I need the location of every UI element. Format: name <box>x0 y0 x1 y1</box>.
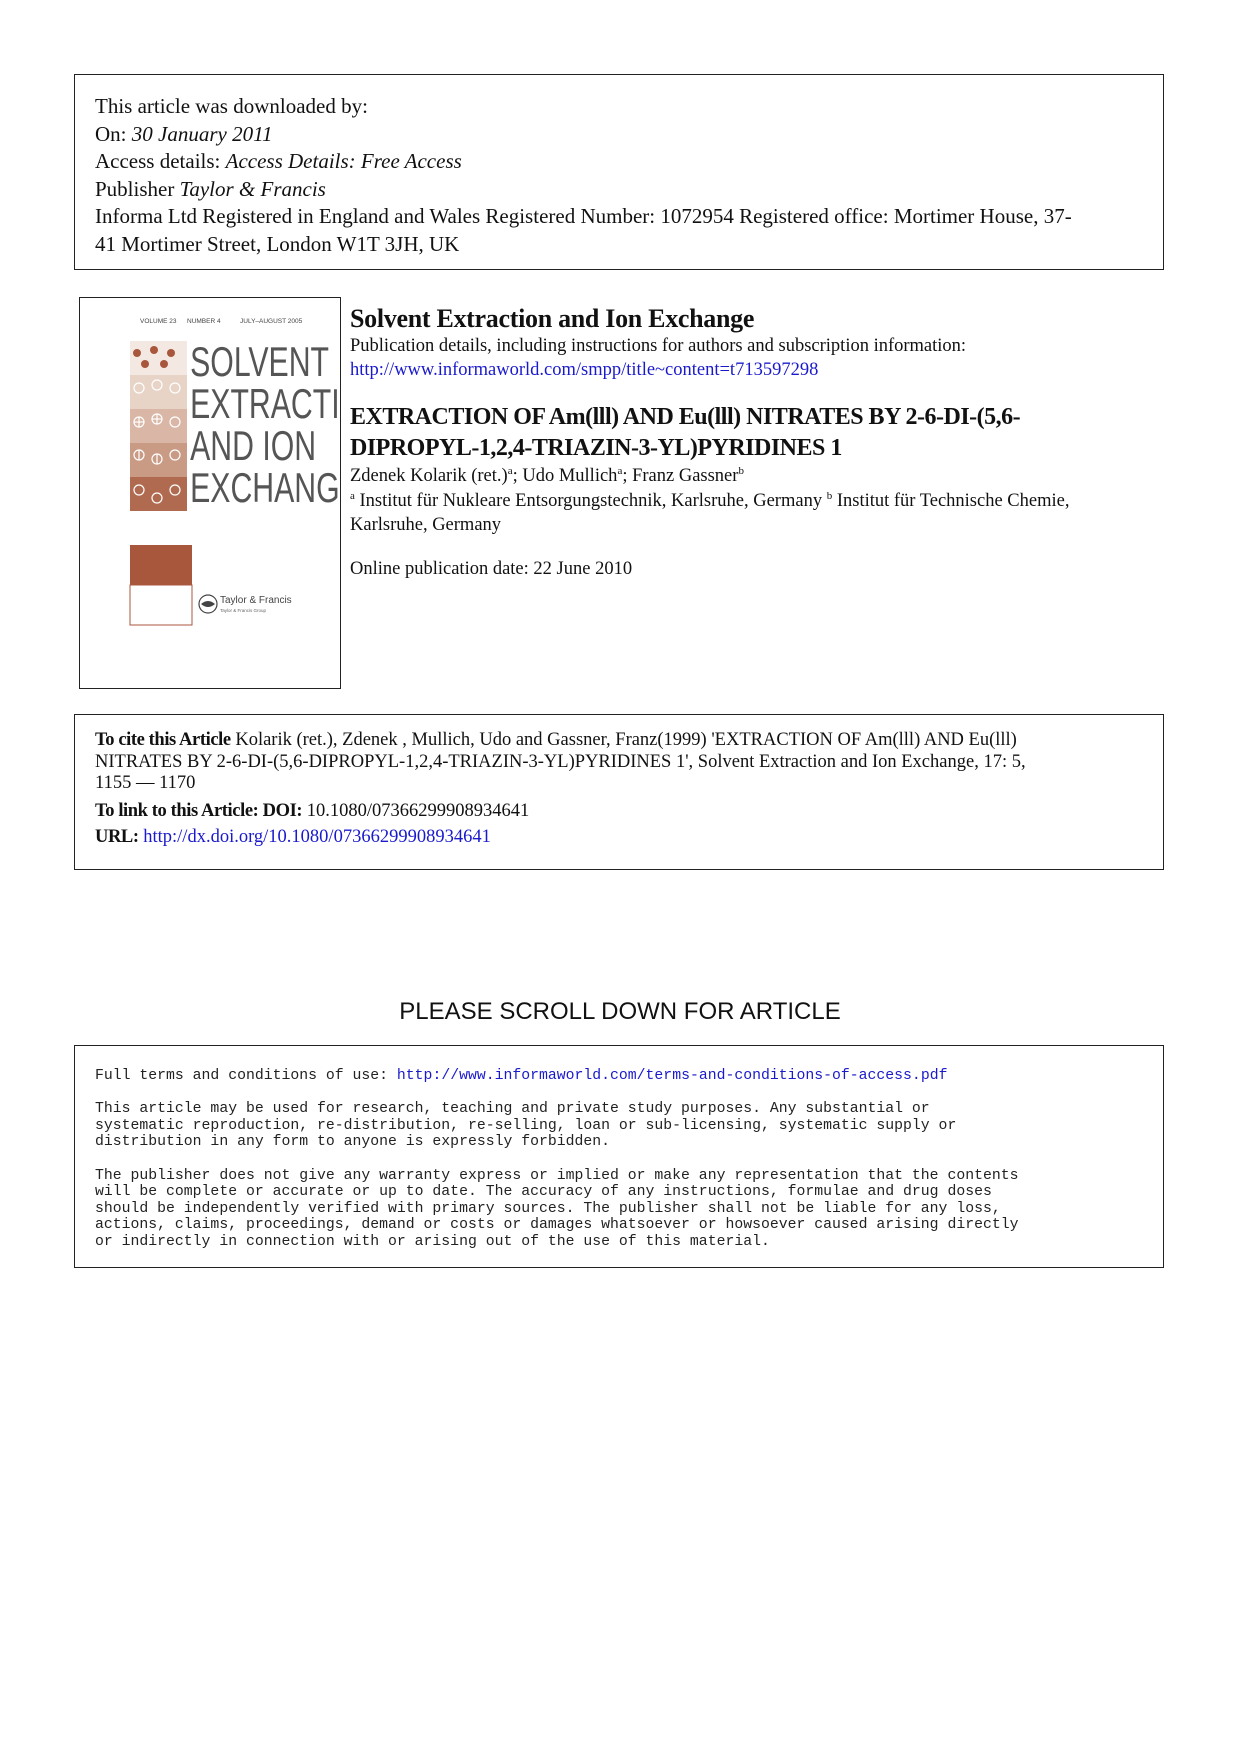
terms-paragraph-1 <box>95 1101 1143 1151</box>
registration-line-1: Informa Ltd Registered in England and Wales Registered Number: 1072954 Registered office: Mortimer House, 37- <box>95 204 1072 228</box>
terms-box <box>74 1045 1164 1268</box>
cover-title <box>190 338 339 511</box>
download-date-label: On: <box>95 121 127 146</box>
registration-line-2: 41 Mortimer Street, London W1T 3JH, UK <box>95 231 460 256</box>
affiliation-a: Institut für Nukleare Entsorgungstechnik, Karlsruhe, Germany <box>359 491 823 511</box>
citation-text-1: Kolarik (ret.), Zdenek , Mullich, Udo and Gassner, Franz(1999) 'EXTRACTION OF Am(lll) AND Eu(lll) <box>235 730 1017 750</box>
terms-p1-line-3: distribution in any form to anyone is expressly forbidden. <box>95 1134 611 1151</box>
citation-line-2: NITRATES BY 2-6-DI-(5,6-DIPROPYL-1,2,4-TRIAZIN-3-YL)PYRIDINES 1', Solvent Extraction and Ion Exchange, 17: 5, <box>95 751 1026 772</box>
download-info-box <box>74 74 1164 270</box>
cover-title-line-1: SOLVENT <box>190 338 330 386</box>
article-info <box>350 304 1180 581</box>
affiliation-a-marker: a <box>350 490 355 502</box>
download-date-value: 30 January 2011 <box>131 121 273 146</box>
affiliations <box>350 489 1180 537</box>
download-date <box>95 121 1143 149</box>
article-title-line-1: EXTRACTION OF Am(lll) AND Eu(lll) NITRATES BY 2-6-DI-(5,6- <box>350 404 1021 430</box>
authors: Zdenek Kolarik $(ret.)^a$; Udo Mullich$^a$; Franz Gassner$^b$ <box>350 465 744 486</box>
cover-tile-1 <box>130 341 187 375</box>
full-terms-line <box>95 1068 1143 1085</box>
journal-title: Solvent Extraction and Ion Exchange <box>350 304 755 333</box>
cover-volume: VOLUME 23 <box>140 318 177 325</box>
access-details <box>95 148 1143 176</box>
cover-date: JULY–AUGUST 2005 <box>240 318 303 325</box>
terms-p2-line-4: actions, claims, proceedings, demand or costs or damages whatsoever or howsoever caused arising directly <box>95 1217 1019 1234</box>
journal-cover-image <box>79 297 341 689</box>
online-publication <box>350 557 1180 581</box>
publisher-value: Taylor & Francis <box>179 176 326 201</box>
doi-line <box>95 801 1143 823</box>
cover-title-line-3: AND ION <box>190 422 317 470</box>
affiliation-b-line-2: Karlsruhe, Germany <box>350 515 502 535</box>
author-3-affiliation: b <box>738 465 744 477</box>
author-2-affiliation: a <box>617 465 623 477</box>
online-publication-date: 22 June 2010 <box>533 559 633 579</box>
link-label: To link to this Article: DOI: <box>95 800 303 821</box>
scroll-down-note: PLEASE SCROLL DOWN FOR ARTICLE <box>399 998 841 1025</box>
cover-publisher-name: Taylor & Francis <box>220 595 292 606</box>
publication-details: Publication details, including instructions for authors and subscription information: <box>350 336 967 356</box>
publisher <box>95 176 1143 204</box>
terms-p2-line-1: The publisher does not give any warranty express or implied or make any representation that the contents <box>95 1167 1019 1184</box>
url-line <box>95 827 1143 849</box>
journal-url-link[interactable]: http://www.informaworld.com/smpp/title~content=t713597298 <box>350 360 819 380</box>
terms-paragraph-2 <box>95 1168 1143 1251</box>
access-details-value: Access Details: Free Access <box>225 149 462 173</box>
author-1: Zdenek Kolarik (ret.) <box>350 466 508 486</box>
terms-p1-line-2: systematic reproduction, re-distribution, re-selling, loan or sub-licensing, systematic supply or <box>95 1117 957 1134</box>
terms-p2-line-5: or indirectly in connection with or arising out of the use of this material. <box>95 1233 770 1250</box>
journal-cover-art <box>80 298 339 687</box>
cover-white-block <box>130 585 192 625</box>
citation-line-1 <box>95 730 1143 752</box>
terms-p2-line-3: should be independently verified with primary sources. The publisher shall not be liable for any loss, <box>95 1200 1001 1217</box>
doi-url-link[interactable]: http://dx.doi.org/10.1080/07366299908934641 <box>143 827 491 847</box>
citation-line-3: 1155 — 1170 <box>95 773 196 793</box>
taylor-francis-logo-mark-icon <box>201 601 215 607</box>
access-details-label: Access details: <box>95 149 221 173</box>
cover-title-line-4: EXCHANG <box>190 464 339 512</box>
terms-p2-line-2: will be complete or accurate or up to date. The accuracy of any instructions, formulae and drug doses <box>95 1184 992 1201</box>
cite-label: To cite this Article <box>95 730 231 750</box>
downloaded-by: This article was downloaded by: <box>95 94 368 118</box>
cover-title-line-2: EXTRACTI <box>190 380 339 428</box>
terms-url-link[interactable]: http://www.informaworld.com/terms-and-conditions-of-access.pdf <box>396 1068 948 1084</box>
author-2: Udo Mullich <box>522 466 618 486</box>
doi-value: 10.1080/07366299908934641 <box>306 800 530 821</box>
affiliation-b: Institut für Technische Chemie, <box>836 491 1070 511</box>
author-3: Franz Gassner <box>632 466 739 486</box>
citation-box <box>74 714 1164 870</box>
publisher-label: Publisher <box>95 176 175 201</box>
affiliation-b-marker: b <box>826 490 833 502</box>
article-title-line-2: DIPROPYL-1,2,4-TRIAZIN-3-YL)PYRIDINES 1 <box>350 435 842 461</box>
cover-color-block <box>130 545 192 585</box>
url-label: URL: <box>95 827 139 847</box>
author-1-affiliation: a <box>507 465 513 477</box>
online-publication-label: Online publication date: <box>350 559 529 579</box>
full-terms-label: Full terms and conditions of use: <box>95 1068 389 1084</box>
cover-publisher-sub: Taylor & Francis Group <box>220 608 267 613</box>
article-title <box>350 402 1180 464</box>
cover-number: NUMBER 4 <box>187 318 221 325</box>
terms-p1-line-1: This article may be used for research, teaching and private study purposes. Any substantial or <box>95 1101 930 1118</box>
